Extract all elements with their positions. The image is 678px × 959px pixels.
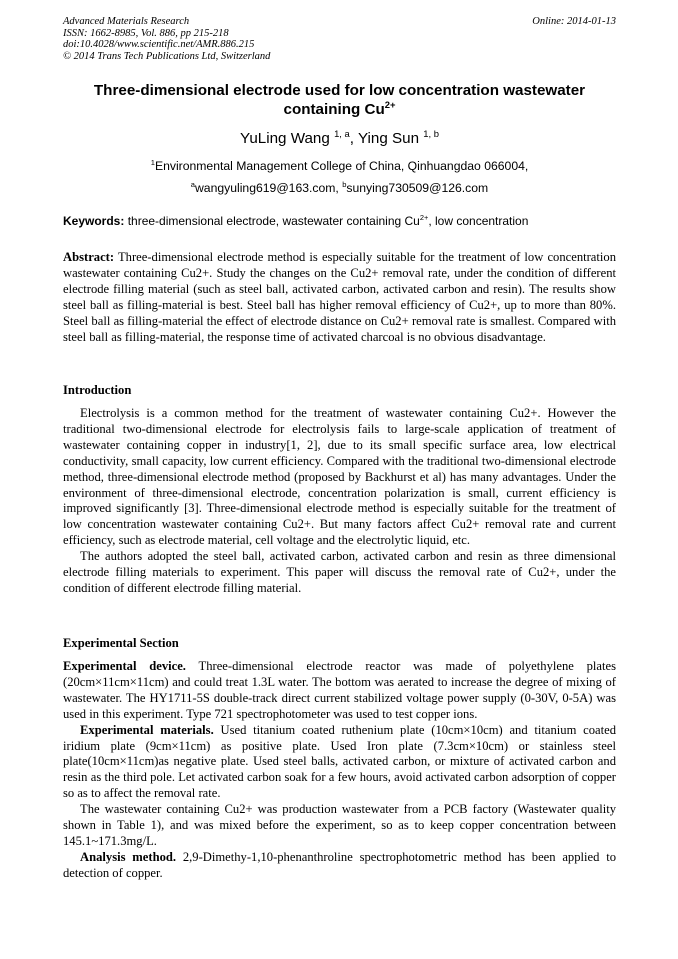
doi-line: doi:10.4028/www.scientific.net/AMR.886.215 <box>63 39 255 51</box>
analysis-text: 2,9-Dimethy-1,10-phenanthroline spectrophotometric method has been applied to detection of copper. <box>63 849 617 880</box>
analysis-label: Analysis method. <box>80 849 177 864</box>
experimental-heading: Experimental Section <box>63 636 179 650</box>
abstract-text: Three-dimensional electrode method is especially suitable for the treatment of low concentration wastewater containing Cu2+. Study the changes on the Cu2+ removal rate, under the condition of different electrode filling material (such as steel ball, activated carbon, activated carbon and resin). The results show steel ball as filling-material is best. Steel ball has higher removal efficiency of Cu2+, up to more than 80%. Steel ball as filling-material the effect of electrode distance on Cu2+ removal rate is smallest. Compared with steel ball as filling-material, the response time of activated charcoal is no obvious disadvantage. <box>63 250 616 344</box>
email-b: sunying730509@126.com <box>346 181 489 195</box>
keywords-sup: 2+ <box>419 213 429 222</box>
email-b-sup: b <box>342 179 347 189</box>
copyright-line: © 2014 Trans Tech Publications Ltd, Switzerland <box>63 50 271 62</box>
device-text: Three-dimensional electrode reactor was made of polyethylene plates (20cm×11cm×11cm) and could treat 1.3L water. The bottom was aerated to increase the degree of mixing of wastewater. The HY1711-5S double-track direct current stabilized voltage power supply (0-30V, 0-5A) was used in this experiment. Type 721 spectrophotometer was used to test copper ions. <box>63 659 616 721</box>
experimental-body <box>63 659 616 882</box>
email-a: wangyuling619@163.com, <box>195 181 343 195</box>
materials-text: Used titanium coated ruthenium plate (10cm×10cm) and titanium coated iridium plate (9cm×11cm) as positive plate. Used Iron plate (7.3cm×10cm) or stainless steel plate(10cm×11cm)as negative plate. Used steel balls, activated carbon, or mixture of activated carbon and resin as the third pole. Let activated carbon soak for a few hours, avoid activated carbon adsorption of copper so as to affect the removal rate. <box>63 722 617 801</box>
keywords-text-2: , low concentration <box>428 214 529 228</box>
author-1-affil: 1, a <box>334 127 350 139</box>
introduction-paragraph-1: Electrolysis is a common method for the treatment of wastewater containing Cu2+. However the traditional two-dimensional electrode for electrolysis fails to large-scale application of treatment of wastewater containing copper in industry[1, 2], due to its small specific surface area, low electrical conductivity, small capacity, low current efficiency. Compared with the traditional two-dimensional electrode method, three-dimensional electrode method (proposed by Backhurst et al) has many advantages. Under the environment of three-dimensional electrode, concentration polarization is small, current efficiency is improved significantly [3]. Three-dimensional electrode method is especially suitable for the treatment of low concentration wastewater containing Cu2+. But many factors affect Cu2+ removal rate and current efficiency, such as electrode material, cell voltage and the electrolytic liquid, etc. <box>63 406 616 548</box>
keywords-text-1: three-dimensional electrode, wastewater containing Cu <box>124 214 420 228</box>
journal-header <box>63 16 616 62</box>
author-2: Ying Sun <box>357 130 420 147</box>
keywords <box>63 212 616 230</box>
title-line-2 <box>63 100 616 119</box>
title-superscript: 2+ <box>384 98 396 110</box>
journal-name: Advanced Materials Research <box>63 16 190 27</box>
affiliation <box>63 155 616 199</box>
analysis-method <box>63 850 616 882</box>
paper-title <box>63 81 616 119</box>
experimental-materials <box>63 723 616 803</box>
author-list <box>63 129 616 149</box>
affiliation-line <box>63 155 616 177</box>
author-separator: , <box>349 130 358 147</box>
abstract-label: Abstract: <box>63 250 115 264</box>
introduction-paragraph-2: The authors adopted the steel ball, activated carbon, activated carbon and resin as three dimensional electrode filling materials to experiment. This paper will discuss the removal rate of Cu2+, under the condition of different electrode filling material. <box>63 549 616 595</box>
wastewater-paragraph: The wastewater containing Cu2+ was production wastewater from a PCB factory (Wastewater quality shown in Table 1), and was mixed before the experiment, so as to keep copper concentration between 145.1~171.3mg/L. <box>63 802 616 848</box>
introduction-heading: Introduction <box>63 383 132 397</box>
experimental-device <box>63 659 616 723</box>
author-2-affil: 1, b <box>423 127 439 139</box>
abstract <box>63 250 616 345</box>
keywords-label: Keywords: <box>63 214 125 228</box>
affiliation-text: Environmental Management College of China, Qinhuangdao 066004, <box>154 159 529 173</box>
affiliation-sup: 1 <box>150 157 155 167</box>
introduction-body <box>63 406 616 597</box>
online-date: Online: 2014-01-13 <box>532 16 616 27</box>
materials-label: Experimental materials. <box>80 722 214 737</box>
email-line <box>63 177 616 199</box>
title-line-1: Three-dimensional electrode used for low concentration wastewater <box>93 82 586 99</box>
issn-line: ISSN: 1662-8985, Vol. 886, pp 215-218 <box>63 27 229 39</box>
title-line-2-text: containing Cu <box>283 101 385 118</box>
device-label: Experimental device. <box>63 659 186 673</box>
author-1: YuLing Wang <box>240 130 330 147</box>
email-a-sup: a <box>190 179 195 189</box>
